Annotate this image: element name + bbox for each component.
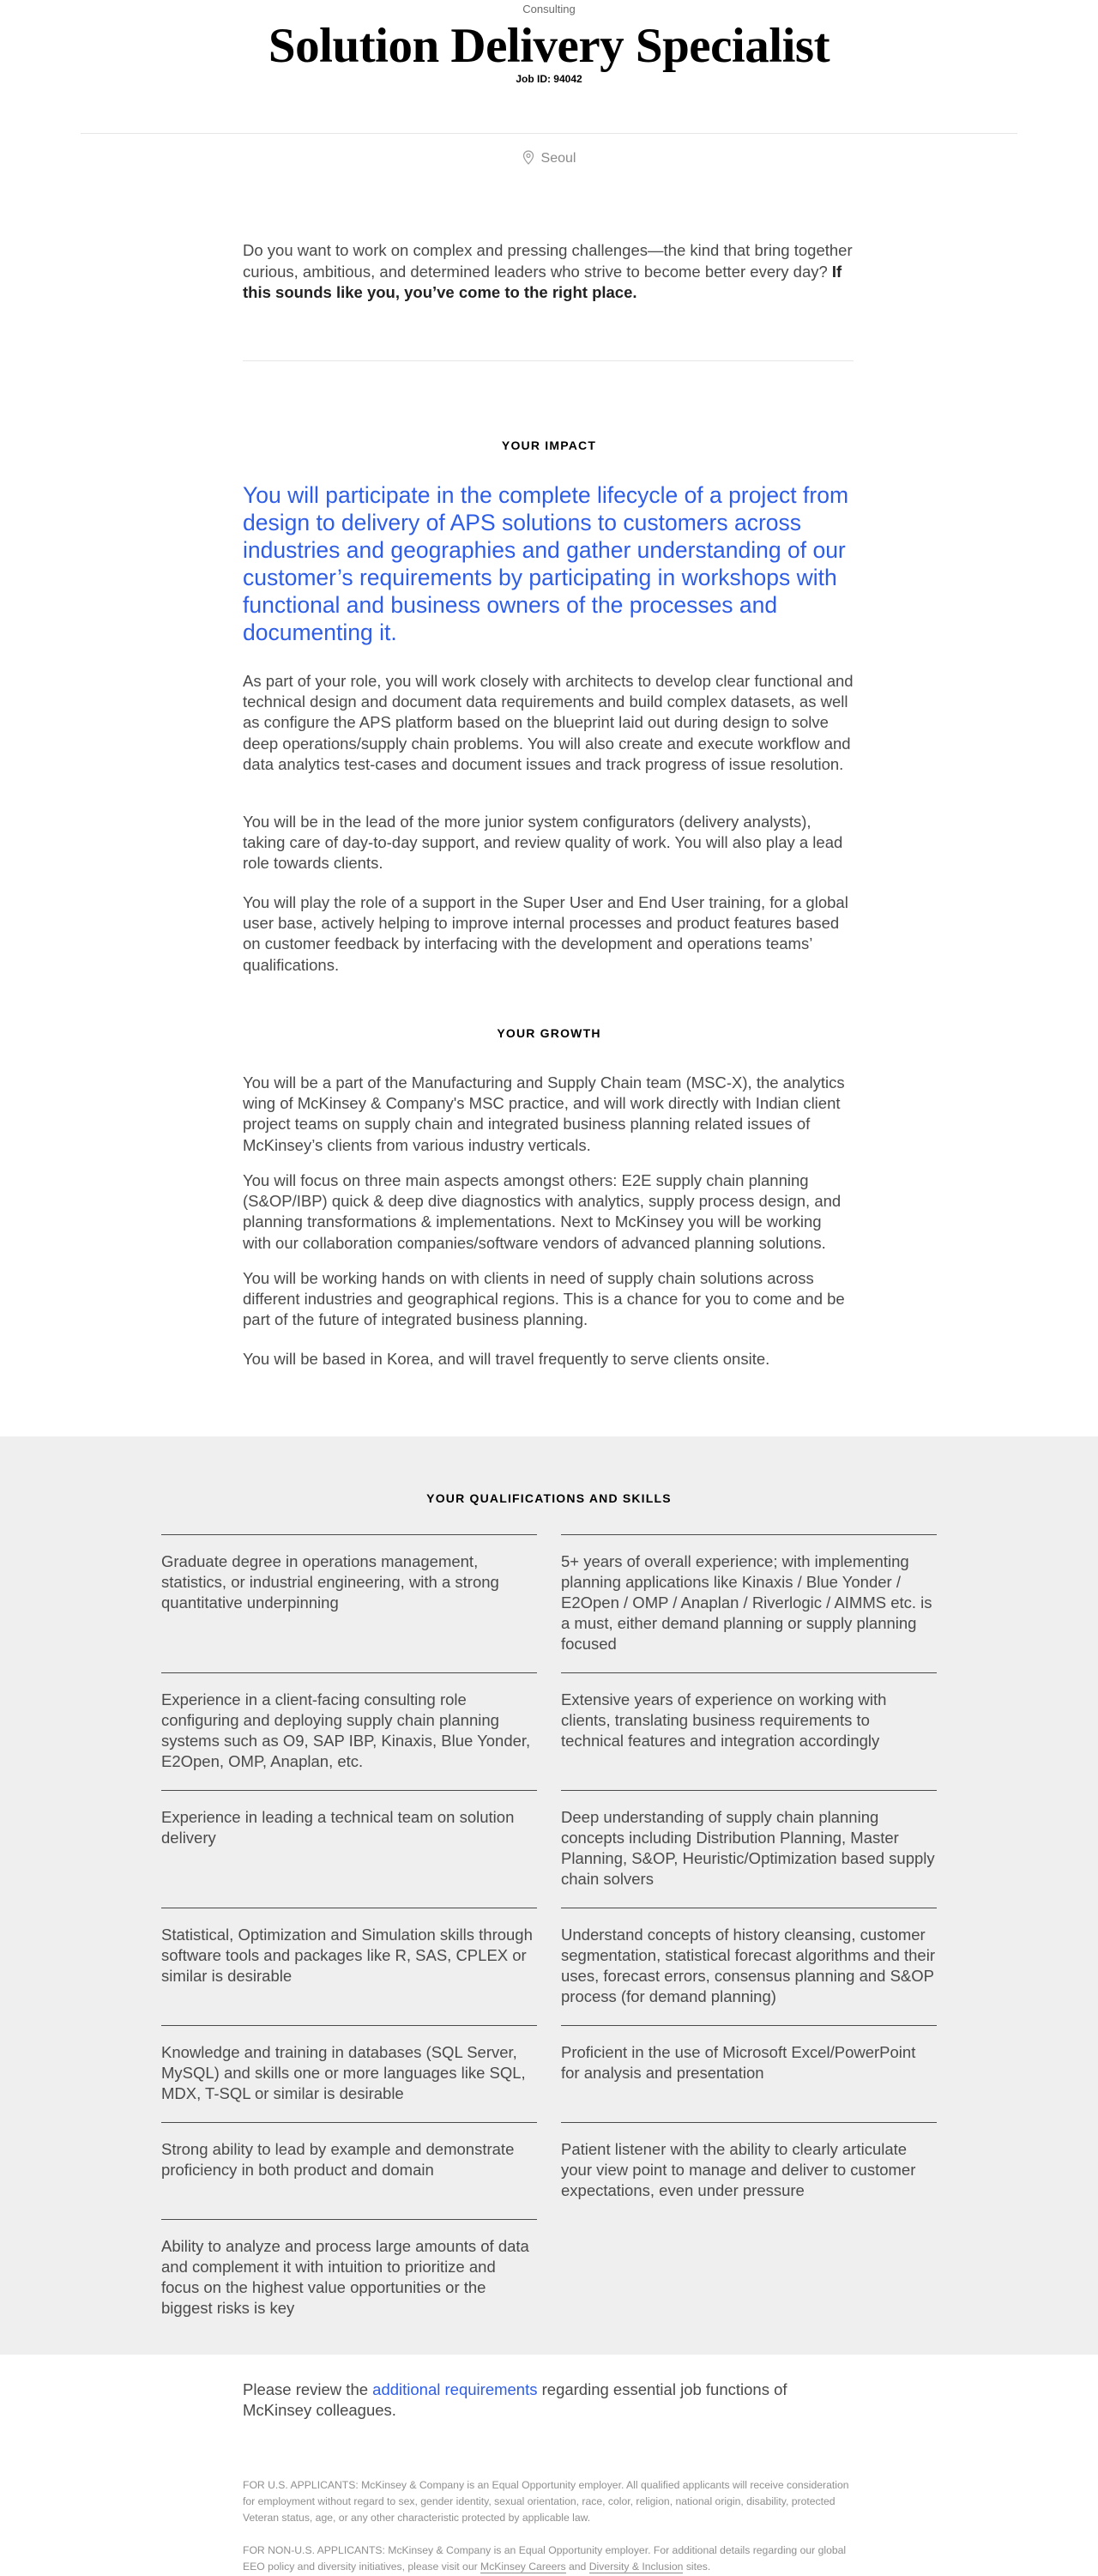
qualification-item: Extensive years of experience on working with clients, translating business requirements to technical features and integration accordingly	[561, 1672, 937, 1751]
growth-paragraph: You will be a part of the Manufacturing and Supply Chain team (MSC-X), the analytics wing of McKinsey & Company's MSC practice, and will work directly with Indian client project teams on supply chain and integrated business planning related issues of McKinsey’s clients from various industry verticals.	[243, 1073, 845, 1154]
job-category: Consulting	[522, 3, 576, 15]
legal-us: FOR U.S. APPLICANTS: McKinsey & Company is an Equal Opportunity employer. All qualified applicants will receive consideration for employment without regard to sex, gender identity, sexual orientation, race, color, religion, national origin, disability, protected Veteran status, age, or any other characteristic protected by applicable law.	[243, 2479, 849, 2524]
location-label: Seoul	[540, 151, 576, 166]
page-title: Solution Delivery Specialist	[268, 19, 830, 73]
divider	[81, 133, 1017, 134]
qualification-item: Experience in leading a technical team on solution delivery	[161, 1790, 537, 1848]
intro-body: Do you want to work on complex and pressing challenges—the kind that bring together curious, ambitious, and determined leaders who strive to become better every day?	[243, 241, 853, 281]
impact-lead: You will participate in the complete lifecycle of a project from design to delivery of APS solutions to customers across industries and geographies and gather understanding of our customer’s requirements by participating in workshops with functional and business owners of the processes and documenting it.	[243, 482, 849, 645]
qualification-item: Proficient in the use of Microsoft Excel/PowerPoint for analysis and presentation	[561, 2025, 937, 2083]
qualification-item: Statistical, Optimization and Simulation skills through software tools and packages like R, SAS, CPLEX or similar is desirable	[161, 1908, 537, 1986]
growth-paragraph: You will be working hands on with clients in need of supply chain solutions across different industries and geographical regions. This is a chance for you to come and be part of the future of integrated business planning.	[243, 1269, 845, 1329]
qualification-item: Understand concepts of history cleansing, customer segmentation, statistical forecast algorithms and their uses, forecast errors, consensus planning and S&OP process (for demand planning)	[561, 1908, 937, 2007]
impact-paragraph: You will play the role of a support in the Super User and End User training, for a global user base, actively helping to improve internal processes and product features based on customer feedback by interfacing with the development and operations teams’ qualifications.	[243, 893, 848, 974]
impact-paragraph: You will be in the lead of the more junior system configurators (delivery analysts), taking care of day-to-day support, and review quality of work. You will also play a lead role towards clients.	[243, 813, 843, 873]
growth-paragraph: You will focus on three main aspects amongst others: E2E supply chain planning (S&OP/IBP) quick & deep dive diagnostics with analytics, supply process design, and planning transformations & implementations. Next to McKinsey you will be working with our collaboration companies/software vendors of advanced planning solutions.	[243, 1171, 842, 1252]
qualification-item: Experience in a client-facing consulting role configuring and deploying supply chain planning systems such as O9, SAP IBP, Kinaxis, Blue Yonder, E2Open, OMP, Anaplan, etc.	[161, 1672, 537, 1772]
divider	[243, 360, 854, 361]
review-after: regarding essential job functions of McKinsey colleagues.	[243, 2380, 787, 2419]
qualification-item: Patient listener with the ability to clearly articulate your view point to manage and deliver to customer expectations, even under pressure	[561, 2122, 937, 2201]
qualification-item: Graduate degree in operations management, statistics, or industrial engineering, with a strong quantitative underpinning	[161, 1534, 537, 1613]
additional-requirements-link[interactable]: additional requirements	[372, 2380, 538, 2398]
qualification-item: 5+ years of overall experience; with implementing planning applications like Kinaxis / Blue Yonder / E2Open / OMP / Anaplan / Riverlogic / AIMMS etc. is a must, either demand planning or supply planning focused	[561, 1534, 937, 1654]
review-before: Please review the	[243, 2380, 373, 2398]
qualifications-heading: YOUR QUALIFICATIONS AND SKILLS	[426, 1491, 672, 1505]
legal-non-us-end: sites.	[683, 2561, 711, 2573]
legal-non-us	[243, 2543, 854, 2575]
legal-non-us-text: FOR NON-U.S. APPLICANTS: McKinsey & Company is an Equal Opportunity employer. For additional details regarding our global EEO policy and diversity initiatives, please visit our	[243, 2544, 847, 2573]
review-text	[243, 2379, 854, 2421]
legal-and: and	[565, 2561, 589, 2573]
job-location	[0, 150, 1098, 166]
intro-text	[243, 240, 854, 304]
growth-paragraph: You will be based in Korea, and will travel frequently to serve clients onsite.	[243, 1350, 770, 1368]
job-id: Job ID: 94042	[516, 73, 582, 85]
qualification-item: Strong ability to lead by example and demonstrate proficiency in both product and domain	[161, 2122, 537, 2180]
qualification-item: Ability to analyze and process large amounts of data and complement it with intuition to prioritize and focus on the highest value opportunities or the biggest risks is key	[161, 2219, 537, 2319]
impact-paragraph: As part of your role, you will work closely with architects to develop clear functional and technical design and document data requirements and build complex datasets, as well as configure the APS platform based on the blueprint laid out during design to solve deep operations/supply chain problems. You will also create and execute workflow and data analytics test-cases and document issues and track progress of issue resolution.	[243, 672, 854, 773]
impact-heading: YOUR IMPACT	[501, 438, 597, 452]
growth-heading: YOUR GROWTH	[497, 1026, 601, 1040]
mckinsey-careers-link[interactable]: McKinsey Careers	[480, 2561, 566, 2573]
qualification-item: Deep understanding of supply chain planning concepts including Distribution Planning, Master Planning, S&OP, Heuristic/Optimization based supply chain solvers	[561, 1790, 937, 1890]
intro-bold: If this sounds like you, you’ve come to the right place.	[243, 262, 842, 301]
diversity-inclusion-link[interactable]: Diversity & Inclusion	[588, 2561, 684, 2573]
map-pin-icon	[522, 151, 541, 166]
qualification-item: Knowledge and training in databases (SQL Server, MySQL) and skills one or more languages like SQL, MDX, T-SQL or similar is desirable	[161, 2025, 537, 2104]
